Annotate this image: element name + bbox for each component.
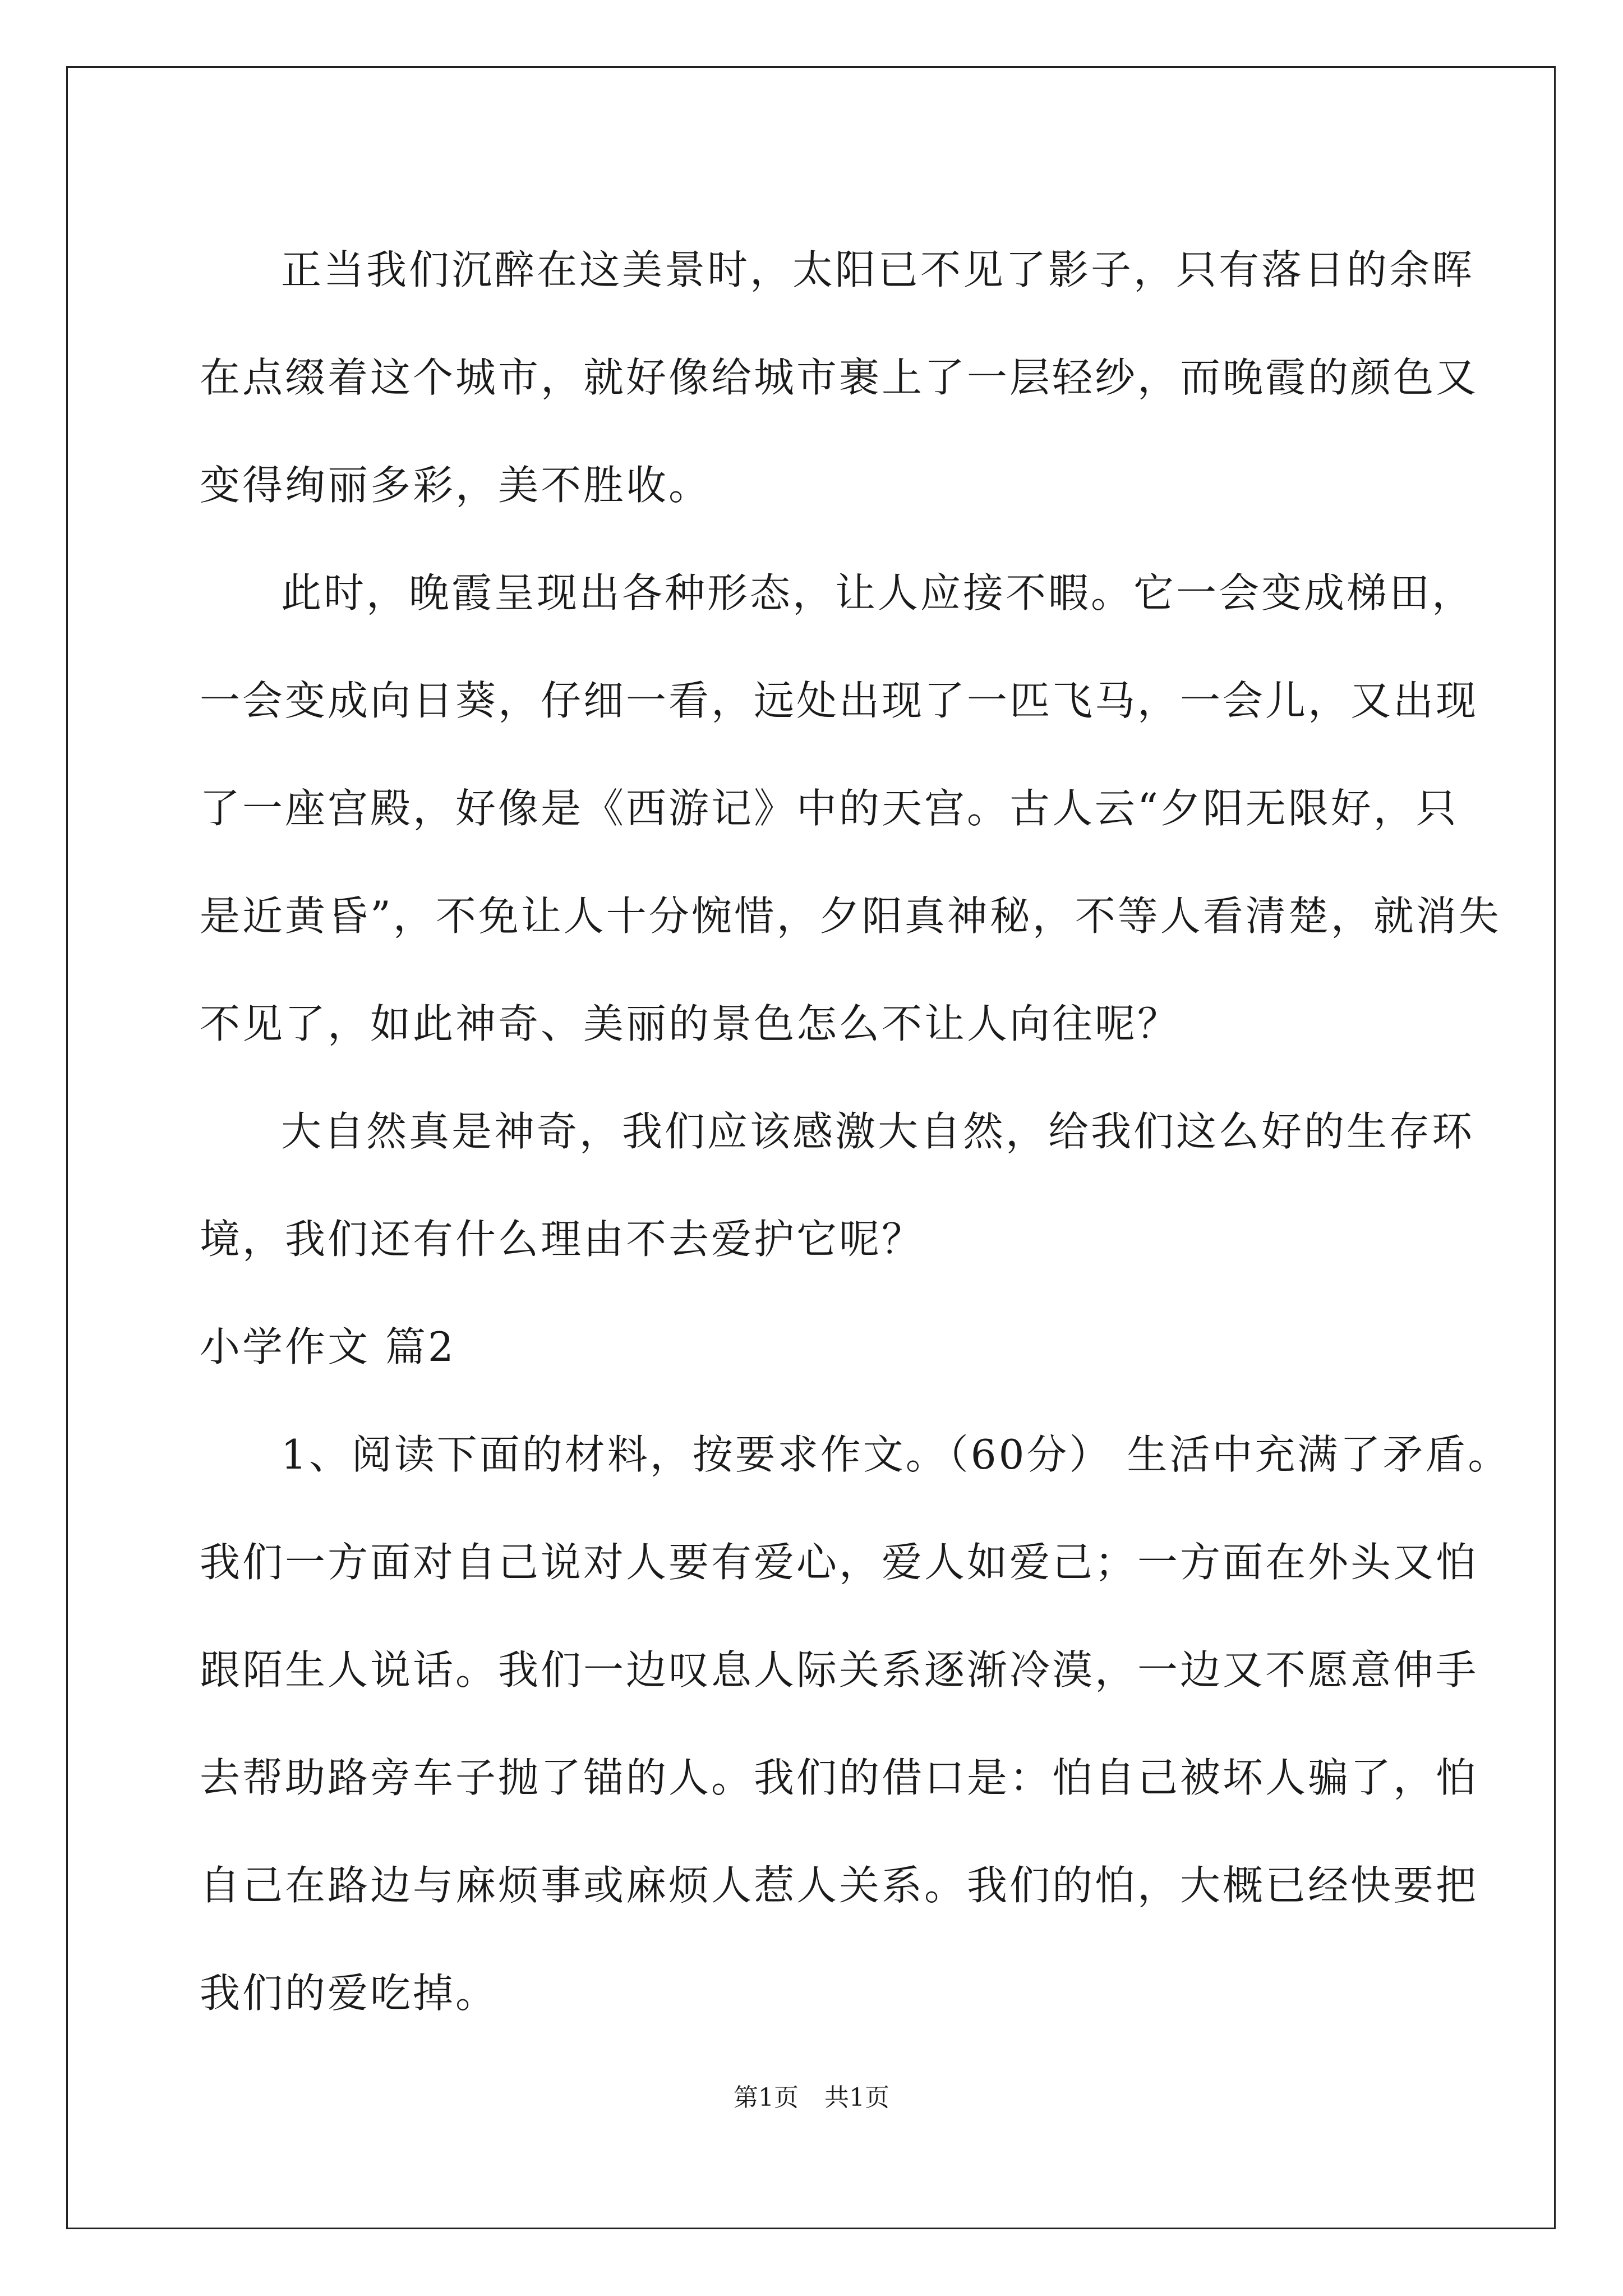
text-line: 了一座宫殿，好像是《西游记》中的天宫。古人云“夕阳无限好，只 [200,785,1459,832]
text-line: 是近黄昏”，不免让人十分惋惜，夕阳真神秘，不等人看清楚，就消失 [200,892,1501,940]
text-line: 跟陌生人说话。我们一边叹息人际关系逐渐冷漠，一边又不愿意伸手 [200,1646,1479,1694]
text-line: 此时，晚霞呈现出各种形态，让人应接不暇。它一会变成梯田， [281,569,1475,616]
text-line: 境，我们还有什么理由不去爱护它呢？ [200,1216,925,1263]
text-line: 正当我们沉醉在这美景时，太阳已不见了影子，只有落日的余晖 [281,246,1475,293]
page-total: 共1页 [824,2083,889,2112]
text-line: 我们的爱吃掉。 [200,1970,499,2017]
text-line: 1、阅读下面的材料，按要求作文。（60分） 生活中充满了矛盾。 [281,1431,1511,1478]
text-line: 自己在路边与麻烦事或麻烦人惹人关系。我们的怕，大概已经快要把 [200,1862,1479,1909]
text-line: 大自然真是神奇，我们应该感激大自然，给我们这么好的生存环 [281,1108,1475,1155]
document-body [200,216,1511,2047]
text-line: 不见了，如此神奇、美丽的景色怎么不让人向往呢？ [200,1000,1181,1047]
page-footer [0,2081,1623,2115]
text-line: 在点缀着这个城市，就好像给城市裹上了一层轻纱，而晚霞的颜色又 [200,354,1479,401]
text-line: 我们一方面对自己说对人要有爱心，爱人如爱己；一方面在外头又怕 [200,1539,1479,1586]
text-line: 去帮助路旁车子抛了锚的人。我们的借口是：怕自己被坏人骗了，怕 [200,1754,1479,1801]
page-number: 第1页 [734,2083,799,2112]
section-heading: 小学作文 篇2 [200,1323,456,1370]
text-line: 一会变成向日葵，仔细一看，远处出现了一匹飞马，一会儿，又出现 [200,677,1479,724]
text-line: 变得绚丽多彩，美不胜收。 [200,462,712,509]
